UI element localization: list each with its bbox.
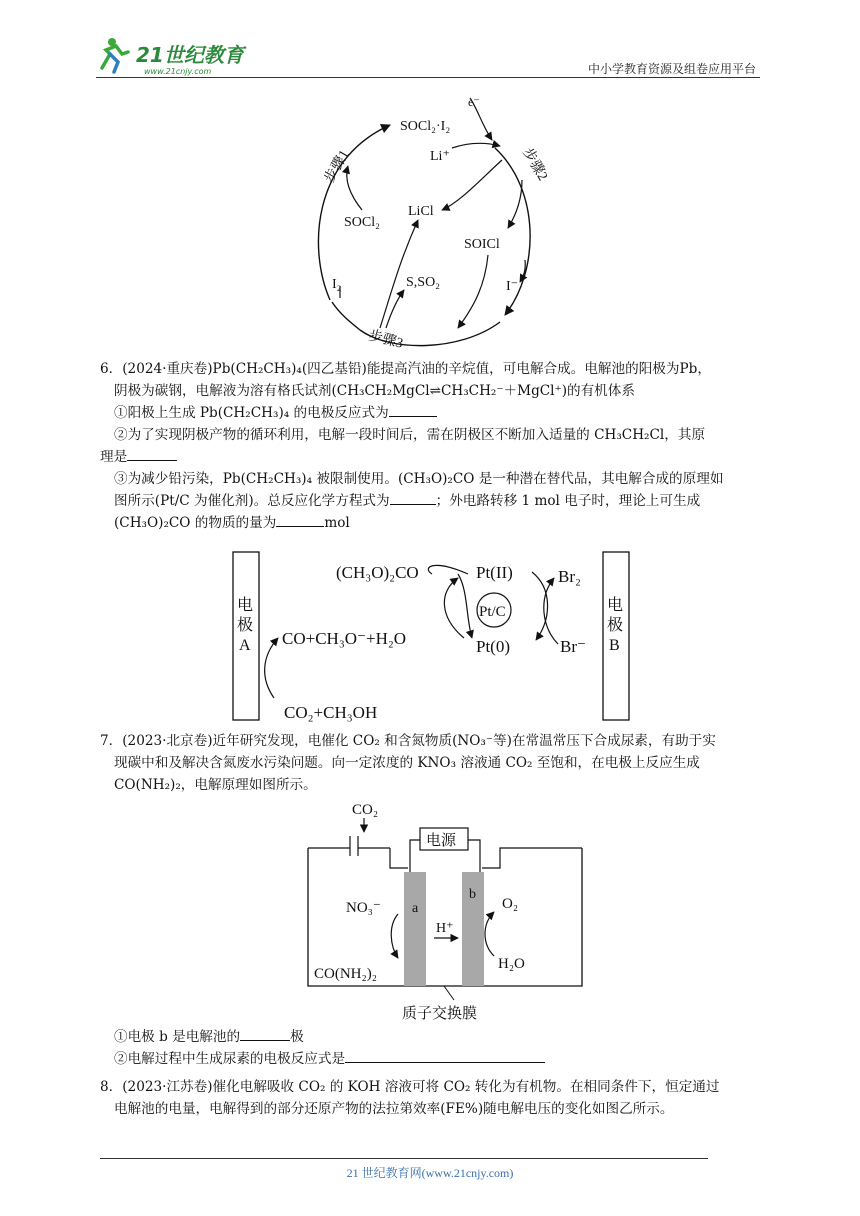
q6-sub2b: 理是 (100, 446, 764, 468)
q6-line2: 阴极为碳钢，电解液为溶有格氏试剂(CH₃CH₂MgCl⇌CH₃CH₂⁻＋MgCl⁺)的有机体系 (114, 383, 635, 399)
label-step2: 步骤2 (519, 145, 550, 184)
step1-arc (318, 125, 390, 300)
label-licl: LiCl (408, 204, 434, 219)
header (96, 34, 760, 78)
svg-text:B: B (609, 637, 620, 654)
label-s-so2: S,SO₂ (406, 275, 441, 290)
electrode-a (233, 552, 259, 720)
question-7-subitems (100, 1026, 764, 1070)
footer-text: 21 世纪教育网(www.21cnjy.com) (346, 1166, 514, 1180)
label-i2: I₂ (332, 277, 342, 292)
site-logo (96, 34, 266, 78)
li-arrow (452, 143, 500, 148)
label-soicl: SOICl (464, 237, 500, 252)
label-br2: Br₂ (558, 567, 581, 586)
label-socl2: SOCl₂ (344, 215, 381, 230)
label-socl2-i2: SOCl₂·I₂ (400, 119, 451, 134)
electrode-a-bar (404, 872, 426, 986)
label-pt-ii: Pt(II) (476, 563, 513, 582)
footer-divider (100, 1158, 708, 1159)
svg-text:极: 极 (237, 617, 254, 634)
label-intermediate: CO+CH₃O⁻+H₂O (282, 629, 407, 648)
label-i-minus: I⁻ (506, 279, 519, 294)
label-electron: e⁻ (468, 95, 480, 109)
q7-line1: 7．(2023·北京卷)近年研究发现，电催化 CO₂ 和含氮物质(NO₃⁻等)在常温常压下合成尿素，有助于实 (100, 733, 716, 749)
q6-sub1: ①阳极上生成 Pb(CH₂CH₃)₄ 的电极反应式为 (100, 402, 764, 424)
q6-sub2a: ②为了实现阴极产物的循环利用，电解一段时间后，需在阴极区不断加入适量的 CH₃CH₂Cl，其原 (114, 427, 706, 443)
answer-blank[interactable] (276, 512, 324, 527)
runner-icon (102, 38, 128, 72)
label-step1: 步骤1 (322, 147, 353, 186)
q6-sub3c: (CH₃O)₂CO 的物质的量为 mol (100, 512, 764, 534)
label-pt-0: Pt(0) (476, 637, 510, 656)
question-8 (100, 1076, 764, 1120)
label-reactant: CO₂+CH₃OH (284, 703, 378, 722)
label-a: a (412, 901, 419, 916)
question-6 (100, 358, 764, 534)
label-b: b (469, 887, 476, 902)
q7-sub2: ②电解过程中生成尿素的电极反应式是 (100, 1048, 764, 1070)
question-7 (100, 730, 764, 796)
label-power: 电源 (426, 833, 457, 849)
label-urea: CO(NH₂)₂ (314, 966, 377, 982)
electrolysis-cell-diagram (300, 796, 590, 1022)
cycle-diagram (300, 90, 560, 352)
svg-text:极: 极 (607, 617, 624, 634)
header-platform-text: 中小学教育资源及组卷应用平台 (587, 62, 756, 76)
answer-blank[interactable] (127, 446, 177, 461)
q7-line2: 现碳中和及解决含氮废水污染问题。向一定浓度的 KNO₃ 溶液通 CO₂ 至饱和，在电极上反应生成 (114, 755, 700, 771)
label-no3: NO₃⁻ (346, 900, 381, 916)
logo-text: 21世纪教育 (136, 43, 244, 67)
logo-url: www.21cnjy.com (144, 67, 212, 76)
answer-blank[interactable] (345, 1048, 545, 1063)
label-li-plus: Li⁺ (430, 149, 450, 164)
answer-blank[interactable] (390, 490, 436, 505)
label-step3: 步骤3 (366, 328, 405, 352)
header-divider (96, 77, 760, 78)
q7-sub1: ①电极 b 是电解池的 极 (100, 1026, 764, 1048)
q6-line1: 6．(2024·重庆卷)Pb(CH₂CH₃)₄(四乙基铅)能提高汽油的辛烷值，可电解合成。电解池的阳极为Pb， (100, 361, 711, 377)
q6-sub3b: 图所示(Pt/C 为催化剂)。总反应化学方程式为 ；外电路转移 1 mol 电子时，理论上可生成 (100, 490, 764, 512)
answer-blank[interactable] (389, 402, 437, 417)
q8-line1: 8．(2023·江苏卷)催化电解吸收 CO₂ 的 KOH 溶液可将 CO₂ 转化为有机物。在相同条件下，恒定通过 (100, 1079, 720, 1095)
label-pt-c: Pt/C (479, 604, 506, 620)
electrode-b (603, 552, 629, 720)
label-h-plus: H⁺ (436, 921, 454, 936)
svg-text:A: A (239, 637, 251, 654)
label-h2o: H₂O (498, 956, 525, 972)
q6-sub3a: ③为减少铅污染，Pb(CH₂CH₃)₄ 被限制使用。(CH₃O)₂CO 是一种潜在替代品，其电解合成的原理如 (114, 471, 724, 487)
svg-text:电: 电 (237, 597, 254, 614)
svg-text:电: 电 (607, 597, 624, 614)
label-membrane: 质子交换膜 (402, 1006, 478, 1022)
q8-line2: 电解池的电量，电解得到的部分还原产物的法拉第效率(FE%)随电解电压的变化如图乙所示。 (114, 1101, 674, 1117)
label-br-minus: Br⁻ (560, 637, 586, 656)
label-product: (CH₃O)₂CO (336, 563, 419, 582)
q7-line3: CO(NH₂)₂，电解原理如图所示。 (114, 777, 317, 793)
answer-blank[interactable] (240, 1026, 290, 1041)
label-co2: CO₂ (352, 802, 379, 818)
pt-catalyst-diagram (232, 548, 652, 724)
label-o2: O₂ (502, 896, 519, 912)
